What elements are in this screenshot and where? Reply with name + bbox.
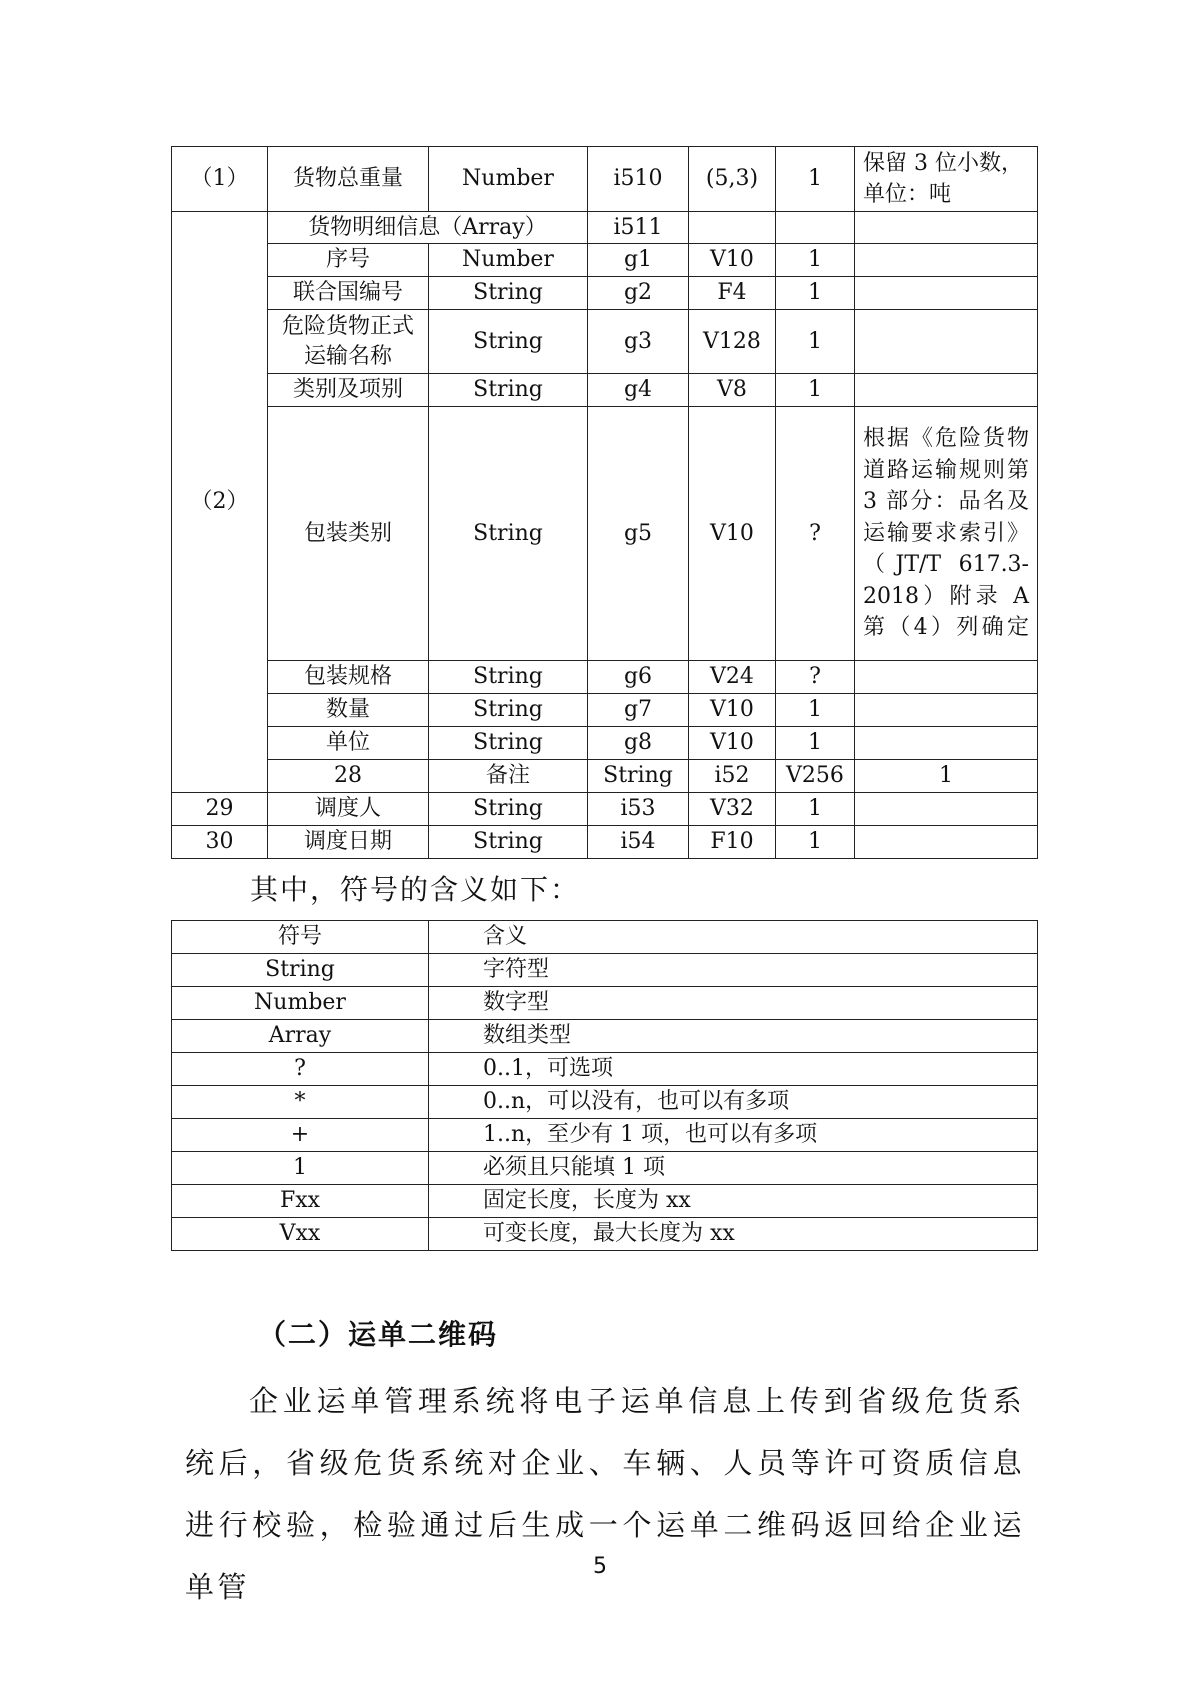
- field-type: Number: [429, 244, 588, 277]
- field-occurrence: 1: [776, 694, 855, 727]
- field-code: g7: [588, 694, 689, 727]
- field-type: String: [588, 760, 689, 793]
- field-type: String: [429, 826, 588, 859]
- field-name: 备注: [429, 760, 588, 793]
- symbol-cell: ?: [172, 1053, 429, 1086]
- meaning-header: 含义: [429, 921, 1038, 954]
- field-remark: [855, 694, 1038, 727]
- field-length: V10: [689, 244, 776, 277]
- field-type: String: [429, 310, 588, 374]
- table-row: [172, 793, 1038, 826]
- row-index: （1）: [172, 147, 268, 212]
- meaning-cell: 可变长度，最大长度为 xx: [429, 1218, 1038, 1251]
- section-heading: （二）运单二维码: [258, 1318, 499, 1351]
- field-remark: 根据《危险货物道路运输规则第 3 部分：品名及运输要求索引》（JT/T 617.3-2018）附录 A 第（4）列确定: [855, 407, 1038, 661]
- meaning-cell: 0..1，可选项: [429, 1053, 1038, 1086]
- field-length: V10: [689, 694, 776, 727]
- field-length: V256: [776, 760, 855, 793]
- field-type: String: [429, 374, 588, 407]
- row-index: 28: [268, 760, 429, 793]
- field-name: 包装规格: [268, 661, 429, 694]
- field-remark: 保留 3 位小数，单位：吨: [855, 147, 1038, 212]
- table-row: [172, 1185, 1038, 1218]
- field-length: V32: [689, 793, 776, 826]
- field-type: String: [429, 727, 588, 760]
- meaning-cell: 必须且只能填 1 项: [429, 1152, 1038, 1185]
- group-index: （2）: [172, 212, 268, 793]
- field-type: String: [429, 661, 588, 694]
- field-occurrence: 1: [776, 147, 855, 212]
- field-name: 货物总重量: [268, 147, 429, 212]
- field-type: String: [429, 793, 588, 826]
- symbol-cell: String: [172, 954, 429, 987]
- row-index: 30: [172, 826, 268, 859]
- field-remark: [855, 661, 1038, 694]
- field-code: i510: [588, 147, 689, 212]
- field-length: F10: [689, 826, 776, 859]
- table-row: [172, 1218, 1038, 1251]
- table-row: [172, 244, 1038, 277]
- field-code: i52: [689, 760, 776, 793]
- symbol-table-body: [172, 921, 1038, 1251]
- table-row: [172, 1152, 1038, 1185]
- field-occurrence: ?: [776, 407, 855, 661]
- table-row: [172, 1053, 1038, 1086]
- field-code: g1: [588, 244, 689, 277]
- field-name: 调度人: [268, 793, 429, 826]
- meaning-cell: 0..n，可以没有，也可以有多项: [429, 1086, 1038, 1119]
- table-row: [172, 310, 1038, 374]
- page-number: 5: [593, 1554, 607, 1579]
- field-name: 危险货物正式运输名称: [268, 310, 429, 374]
- meaning-cell: 字符型: [429, 954, 1038, 987]
- field-code: g3: [588, 310, 689, 374]
- field-occurrence: ?: [776, 661, 855, 694]
- table-header-row: [172, 921, 1038, 954]
- field-occurrence: 1: [776, 277, 855, 310]
- field-length: V10: [689, 407, 776, 661]
- table-row: [172, 212, 1038, 244]
- field-occurrence: 1: [776, 826, 855, 859]
- symbol-table-caption: 其中，符号的含义如下：: [250, 873, 581, 906]
- field-occurrence: 1: [776, 793, 855, 826]
- field-length: (5,3): [689, 147, 776, 212]
- table-row: [172, 661, 1038, 694]
- field-code: g8: [588, 727, 689, 760]
- table-row: [172, 694, 1038, 727]
- symbol-cell: Fxx: [172, 1185, 429, 1218]
- field-code: g4: [588, 374, 689, 407]
- field-remark: [855, 244, 1038, 277]
- field-name: 调度日期: [268, 826, 429, 859]
- symbol-cell: +: [172, 1119, 429, 1152]
- field-length: F4: [689, 277, 776, 310]
- table-row: [172, 727, 1038, 760]
- table-row: [172, 374, 1038, 407]
- field-code: g2: [588, 277, 689, 310]
- field-code: g5: [588, 407, 689, 661]
- table-row: [172, 826, 1038, 859]
- field-name: 包装类别: [268, 407, 429, 661]
- row-index: 29: [172, 793, 268, 826]
- symbol-cell: 1: [172, 1152, 429, 1185]
- field-code: i53: [588, 793, 689, 826]
- field-occurrence: 1: [776, 374, 855, 407]
- meaning-cell: 固定长度，长度为 xx: [429, 1185, 1038, 1218]
- field-occurrence: 1: [855, 760, 1038, 793]
- field-occurrence: 1: [776, 310, 855, 374]
- field-remark: [855, 277, 1038, 310]
- field-code: i54: [588, 826, 689, 859]
- table-row: [172, 954, 1038, 987]
- field-name: 联合国编号: [268, 277, 429, 310]
- field-remark: [855, 793, 1038, 826]
- field-remark: [855, 310, 1038, 374]
- field-definition-table: [171, 146, 1038, 859]
- symbol-cell: Vxx: [172, 1218, 429, 1251]
- table-row: [172, 147, 1038, 212]
- table-row: [172, 1020, 1038, 1053]
- field-length: V24: [689, 661, 776, 694]
- meaning-cell: 1..n，至少有 1 项，也可以有多项: [429, 1119, 1038, 1152]
- field-type: String: [429, 277, 588, 310]
- field-occurrence: 1: [776, 244, 855, 277]
- meaning-cell: 数组类型: [429, 1020, 1038, 1053]
- table-row: [172, 760, 1038, 793]
- table-row: [172, 987, 1038, 1020]
- field-code: g6: [588, 661, 689, 694]
- field-length: V128: [689, 310, 776, 374]
- field-type: String: [429, 694, 588, 727]
- symbol-cell: Array: [172, 1020, 429, 1053]
- table-row: [172, 1086, 1038, 1119]
- table-row: [172, 277, 1038, 310]
- table-row: [172, 407, 1038, 661]
- meaning-cell: 数字型: [429, 987, 1038, 1020]
- field-name: 数量: [268, 694, 429, 727]
- symbol-legend-table: [171, 920, 1038, 1251]
- field-length: V10: [689, 727, 776, 760]
- field-type: String: [429, 407, 588, 661]
- field-occurrence: 1: [776, 727, 855, 760]
- field-name: 单位: [268, 727, 429, 760]
- field-length: V8: [689, 374, 776, 407]
- group-header-code: i511: [588, 212, 689, 244]
- symbol-cell: Number: [172, 987, 429, 1020]
- field-remark: [855, 727, 1038, 760]
- field-remark: [855, 374, 1038, 407]
- group-header-field: 货物明细信息（Array）: [268, 212, 588, 244]
- symbol-header: 符号: [172, 921, 429, 954]
- table-row: [172, 1119, 1038, 1152]
- body-paragraph: 企业运单管理系统将电子运单信息上传到省级危货系统后，省级危货系统对企业、车辆、人员等许可资质信息进行校验，检验通过后生成一个运单二维码返回给企业运单管: [185, 1384, 1025, 1604]
- field-table-body: [172, 147, 1038, 859]
- field-name: 类别及项别: [268, 374, 429, 407]
- field-remark: [855, 826, 1038, 859]
- symbol-cell: *: [172, 1086, 429, 1119]
- field-type: Number: [429, 147, 588, 212]
- field-name: 序号: [268, 244, 429, 277]
